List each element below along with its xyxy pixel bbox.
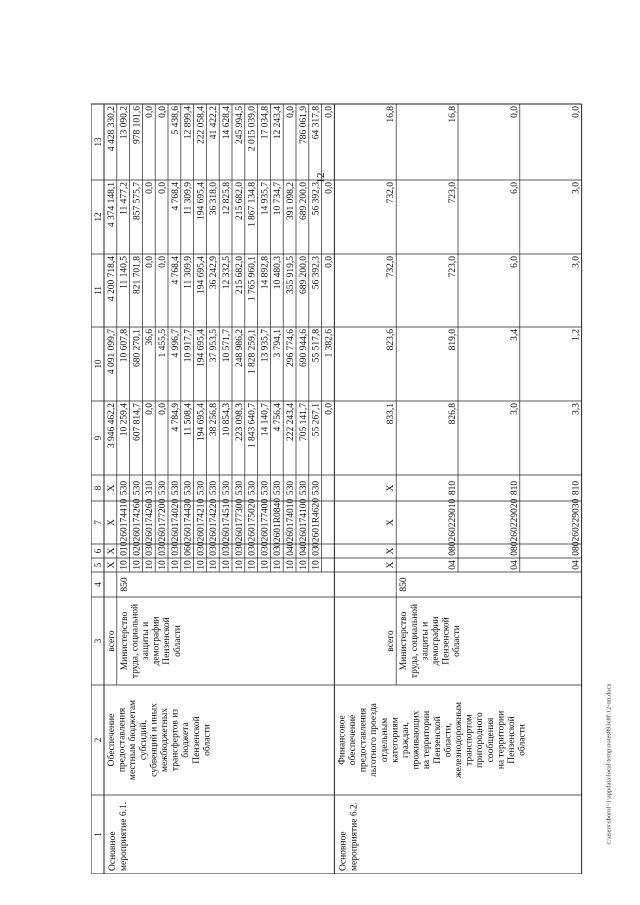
cell-b1-r10-c11: 12 332,5 [222,256,232,290]
cell-b1-r13-c5: 10 [260,560,271,570]
cell-b1-r3-c9: 607 814,7 [132,403,143,441]
activity-description: сообщения [485,717,496,763]
cell-b1-r7-c9: 11 508,4 [183,403,194,436]
cell-b1-r1-c12: 4 374 148,1 [106,182,117,228]
cell-b1-r1-c9: 3 946 462,2 [106,403,117,449]
cell-b2-r2-c5: 04 [448,560,458,570]
cell-b1-r17-c7: 02601R4620 [311,497,322,548]
cell-b1-r12-c11: 1 765 960,1 [247,256,258,302]
cell-b1-r15-c8: 530 [286,480,296,496]
cell-b1-r8-c7: 0260174210 [196,498,207,547]
ministry-label: Пензенской [162,617,173,665]
cell-b1-r5-c9: 0,0 [158,403,168,415]
cell-b1-r16-c10: 690 944,6 [298,329,309,367]
cell-b1-r12-c10: 1 828 259,1 [247,329,258,375]
cell-b1-r2-c10: 10 607,8 [119,329,130,363]
activity-label: мероприятие 6.1. [119,801,129,871]
cell-b1-r11-c13: 245 994,5 [234,106,245,144]
cell-b1-r15-c9: 222 243,4 [286,403,296,441]
cell-b2-r3-c5: 04 [509,560,520,570]
cell-b1-r13-c12: 14 935,7 [260,182,271,216]
activity-label: Основное [338,831,349,871]
cell-b1-r4-c13: 0,0 [145,106,156,118]
cell-b1-r11-c11: 215 682,0 [234,256,245,294]
cell-b1-r6-c7: 0260174020 [170,498,181,547]
cell-b1-r11-c9: 223 098,3 [234,403,245,441]
cell-b2-r4-c6: 08 [571,546,582,556]
cell-b1-r13-c13: 17 034,8 [260,106,271,140]
cell-b1-r16-c8: 530 [298,480,309,496]
cell-b1-r9-c11: 36 242,9 [209,256,220,290]
cell-b1-r6-c13: 5 438,6 [170,106,181,135]
cell-b1-r2-c9: 10 259,4 [119,403,130,437]
cell-b1-r4-c9: 0,0 [145,403,156,415]
cell-b1-r1-c6: X [106,547,117,555]
cell-b1-r14-c6: 03 [273,546,284,556]
cell-b1-r6-c6: 03 [170,546,181,556]
cell-b1-r6-c5: 10 [170,560,181,570]
header-cell-13: 13 [93,137,103,147]
cell-b1-r8-c12: 194 695,4 [196,182,207,220]
cell-b2-r1-c6: X [386,547,397,555]
cell-b1-r10-c12: 12 825,8 [222,182,232,216]
cell-b2-r1-c12: 732,0 [386,182,397,204]
cell-b1-r11-c12: 215 682,0 [234,182,245,220]
cell-b2-r1-c13: 16,8 [386,106,397,123]
activity-description: льготного проезда [369,703,380,777]
cell-b1-r15-c12: 391 098,2 [286,182,296,220]
header-cell-10: 10 [93,359,103,369]
cell-b1-r16-c6: 04 [298,546,309,556]
cell-b1-r7-c10: 10 917,7 [183,329,194,363]
cell-b1-r5-c6: 03 [158,546,168,556]
cell-b1-r10-c9: 10 854,3 [222,403,232,437]
cell-b1-r1-c8: X [106,484,117,492]
activity-description: предоставления [358,707,369,773]
activity-description: Пензенской [191,716,202,764]
cell-b2-r1-c7: X [386,519,397,526]
cell-b1-r5-c10: 1 455,5 [158,329,168,358]
cell-b1-r3-c6: 02 [132,546,143,556]
cell-b2-r4-c9: 3,3 [571,403,582,415]
cell-b2-r2-c9: 826,8 [448,403,458,425]
cell-b1-r1-c11: 4 200 718,4 [106,256,117,302]
cell-b1-r12-c7: 0260175020 [247,498,258,547]
activity-description: бюджета [181,722,192,758]
activity-description: отдельным [379,717,390,763]
cell-b1-r17-c12: 56 392,3 [311,182,322,216]
activity-description: области [517,724,528,756]
cell-b1-r9-c6: 03 [209,546,220,556]
cell-b1-r1-c10: 4 091 099,7 [106,329,117,375]
cell-b2-r1-c8: X [386,484,397,492]
cell-b1-r3-c13: 978 101,6 [132,106,143,144]
cell-b1-r3-c7: 0260174260 [132,498,143,547]
cell-b1-r16-c7: 0260174100 [298,498,309,547]
cell-b1-r3-c12: 857 575,7 [132,182,143,220]
cell-b1-r15-c11: 355 919,5 [286,256,296,294]
cell-b1-r2-c7: 0260174410 [119,498,130,547]
header-cell-8: 8 [93,485,103,491]
cell-b1-r15-c7: 0260174010 [286,498,296,547]
cell-b1-r4-c12: 0,0 [145,182,156,194]
cell-b2-r4-c11: 3,0 [571,256,582,268]
cell-b1-r9-c12: 36 318,0 [209,182,220,216]
cell-b1-r17-c10: 55 517,8 [311,329,322,363]
cell-b1-r6-c11: 4 768,4 [170,256,181,285]
cell-b1-r9-c7: 0260174220 [209,498,220,547]
cell-b2-r2-c10: 819,0 [448,329,458,351]
header-cell-11: 11 [93,286,103,295]
ministry-label: труда, социальной [409,603,420,679]
cell-b1-r8-c6: 03 [196,546,207,556]
cell-b1-r18-c9: 0,0 [324,403,335,415]
cell-b1-r17-c8: 530 [311,480,322,496]
cell-b1-r8-c5: 10 [196,560,207,570]
cell-b1-r8-c8: 530 [196,480,207,496]
cell-b1-r9-c13: 41 422,2 [209,106,220,140]
cell-b1-r3-c8: 530 [132,480,143,496]
ministry-label: Министерство [399,611,410,671]
activity-description: предоставления [117,707,128,773]
cell-b2-r1-c9: 833,1 [386,403,397,425]
cell-b1-r5-c8: 530 [158,480,168,496]
cell-b1-r9-c10: 37 953,5 [209,329,220,363]
activity-description: Пензенской [432,716,443,764]
cell-b1-r6-c10: 4 996,7 [170,329,181,358]
cell-b1-r13-c7: 0260177400 [260,498,271,547]
cell-b1-r5-c11: 0,0 [158,256,168,268]
cell-b1-r2-c13: 13 090,2 [119,106,130,140]
activity-description: Финансовое [337,715,348,765]
ministry-label: демографии [151,616,162,666]
activity-description: Пензенской [507,716,517,764]
cell-b1-r16-c12: 689 200,0 [298,182,309,220]
cell-b1-r17-c5: 10 [311,560,322,570]
cell-b1-r7-c7: 0260174430 [183,498,194,547]
cell-b1-r12-c9: 1 843 640,7 [247,403,258,449]
cell-b1-r4-c8: 310 [145,480,156,496]
cell-b1-r12-c6: 03 [247,546,258,556]
cell-b1-r14-c11: 10 480,3 [273,256,284,290]
cell-b1-r12-c12: 1 867 134,8 [247,182,258,228]
header-cell-5: 5 [93,562,103,568]
ministry-code: 850 [399,577,410,592]
cell-b1-r9-c9: 38 256,8 [209,403,220,437]
cell-b1-r11-c5: 10 [234,560,245,570]
cell-b1-r11-c8: 530 [234,480,245,496]
cell-b1-r16-c5: 10 [298,560,309,570]
cell-b2-r3-c6: 08 [509,546,520,556]
cell-b1-r15-c6: 04 [286,546,296,556]
cell-b1-r12-c5: 10 [247,560,258,570]
cell-b1-r18-c11: 0,0 [324,256,335,268]
cell-b1-r18-c12: 0,0 [324,182,335,194]
cell-b1-r17-c11: 56 392,3 [311,256,322,290]
cell-b2-r3-c11: 6,0 [509,256,520,268]
cell-b2-r3-c9: 3,0 [509,403,520,415]
activity-description: на территории [496,710,507,770]
total-label: всего [386,630,397,652]
cell-b1-r6-c9: 4 784,9 [170,403,181,432]
cell-b1-r7-c13: 12 899,4 [183,106,194,140]
cell-b2-r2-c7: 0260229010 [448,498,458,547]
header-cell-4: 4 [93,582,103,587]
activity-description: проживающих [411,710,422,770]
cell-b2-r4-c12: 3,0 [571,182,582,194]
cell-b1-r9-c5: 10 [209,560,220,570]
cell-b1-r8-c9: 194 695,4 [196,403,207,441]
cell-b1-r4-c5: 10 [145,560,156,570]
cell-b1-r14-c8: 530 [273,480,284,496]
budget-table-sheet [91,16,599,874]
footer-file-path: c:\users\sborol~1\appdata\local\temp\notes893c8f\12-пп.docx [605,683,613,845]
activity-description: области [202,724,213,756]
activity-description: пригородного [475,712,486,768]
cell-b1-r7-c8: 530 [183,480,194,496]
cell-b2-r3-c8: 810 [509,480,520,496]
ministry-label: демографии [431,616,441,666]
ministry-label: труда, социальной [130,603,141,679]
activity-description: граждан, [401,722,411,758]
cell-b1-r5-c12: 0,0 [158,182,168,194]
ministry-label: Пензенской [441,617,452,665]
cell-b2-r4-c7: 0260229030 [571,498,582,547]
cell-b1-r5-c13: 0,0 [158,106,168,118]
cell-b2-r3-c10: 3,4 [509,329,520,341]
header-cell-7: 7 [93,520,103,525]
cell-b1-r4-c11: 0,0 [145,256,156,268]
cell-b1-r1-c7: X [106,519,117,526]
cell-b1-r14-c12: 10 734,7 [273,182,284,216]
activity-description: Обеспечение [107,713,117,767]
header-cell-1: 1 [93,832,103,837]
cell-b1-r11-c6: 03 [234,546,245,556]
activity-description: трансфертов из [170,708,181,772]
cell-b1-r15-c10: 296 774,6 [286,329,296,367]
cell-b1-r17-c13: 64 317,8 [311,106,322,140]
header-cell-6: 6 [93,548,103,554]
cell-b2-r1-c11: 732,0 [386,256,397,278]
cell-b1-r7-c5: 10 [183,560,194,570]
activity-description: субсидий, [138,719,149,761]
cell-b1-r14-c13: 12 243,4 [273,106,284,140]
cell-b2-r2-c13: 16,8 [448,106,458,123]
cell-b1-r5-c5: 10 [158,560,168,570]
cell-b1-r8-c10: 194 695,4 [196,329,207,367]
ministry-code: 850 [119,577,130,592]
cell-b1-r11-c7: 0260177300 [234,498,245,547]
cell-b2-r3-c13: 0,0 [509,106,520,118]
cell-b1-r6-c12: 4 768,4 [170,182,181,211]
cell-b1-r2-c8: 530 [119,480,130,496]
cell-b2-r2-c12: 723,0 [448,182,458,204]
activity-description: транспортом [464,714,475,766]
header-cell-9: 9 [93,435,103,441]
cell-b1-r15-c13: 0,0 [286,106,296,118]
ministry-label: защиты и [141,621,151,661]
cell-b1-r4-c6: 03 [145,546,156,556]
cell-b1-r7-c6: 06 [183,546,194,556]
cell-b1-r2-c11: 11 140,5 [119,256,130,289]
cell-b1-r3-c5: 10 [132,560,143,570]
cell-b2-r1-c5: X [386,561,397,569]
total-label: всего [106,630,117,652]
cell-b2-r3-c7: 0260229020 [509,498,520,547]
cell-b1-r13-c9: 14 140,7 [260,403,271,437]
cell-b1-r15-c5: 10 [286,560,296,570]
cell-b1-r5-c7: 0260177200 [158,498,168,547]
cell-b2-r1-c10: 823,6 [386,329,397,351]
cell-b1-r3-c11: 821 701,8 [132,256,143,294]
cell-b1-r10-c8: 530 [222,480,232,496]
cell-b1-r1-c13: 4 428 330,2 [106,106,117,152]
cell-b2-r4-c8: 810 [571,480,582,496]
activity-description: местным бюджетам [128,699,139,781]
header-cell-2: 2 [93,737,103,743]
activity-description: на территории [422,710,433,770]
cell-b2-r4-c5: 04 [571,560,582,570]
cell-b2-r4-c10: 1,2 [571,329,582,341]
activity-description: обеспечение [348,714,358,766]
cell-b1-r12-c8: 530 [247,480,258,496]
cell-b1-r11-c10: 248 986,2 [234,329,245,367]
activity-description: области, [443,722,454,758]
cell-b1-r1-c5: X [106,561,117,569]
cell-b1-r13-c10: 13 935,7 [260,329,271,363]
cell-b1-r13-c8: 530 [260,480,271,496]
cell-b1-r10-c7: 0260174510 [222,498,232,547]
ministry-label: области [172,625,183,657]
cell-b1-r8-c11: 194 695,4 [196,256,207,294]
cell-b2-r2-c11: 723,0 [448,256,458,278]
cell-b1-r9-c8: 530 [209,480,220,496]
cell-b1-r8-c13: 222 058,4 [196,106,207,144]
activity-description: межбюджетных [160,708,170,772]
cell-b2-r2-c8: 810 [448,480,458,496]
activity-description: категориям [390,717,401,763]
cell-b1-r14-c5: 10 [273,560,284,570]
cell-b1-r16-c13: 786 061,9 [298,106,309,144]
cell-b1-r3-c10: 680 270,1 [132,329,143,367]
page-number-text: 12 [315,172,327,184]
cell-b1-r7-c11: 11 309,9 [183,256,194,289]
cell-b1-r12-c13: 2 015 039,0 [247,106,258,152]
ministry-label: области [452,625,463,657]
cell-b1-r17-c6: 03 [311,546,322,556]
budget-table [91,16,599,874]
cell-b1-r17-c9: 55 267,1 [311,403,322,437]
activity-label: мероприятие 6.2. [349,801,360,871]
activity-label: Основное [108,831,118,871]
cell-b1-r2-c5: 10 [119,560,130,570]
header-cell-3: 3 [93,638,103,644]
cell-b1-r10-c5: 10 [222,560,232,570]
cell-b1-r18-c13: 0,0 [324,106,335,118]
cell-b1-r14-c10: 3 794,1 [273,329,284,358]
cell-b1-r6-c8: 530 [170,480,181,496]
activity-description: субвенций и иных [149,703,160,777]
cell-b1-r18-c10: 1 382,6 [324,329,335,358]
cell-b2-r4-c13: 0,0 [571,106,582,118]
activity-description: железнодорожным [454,702,464,778]
cell-b1-r10-c13: 14 628,4 [222,106,232,140]
cell-b1-r16-c9: 705 141,7 [298,403,309,441]
cell-b1-r2-c12: 11 477,2 [119,182,130,215]
cell-b1-r13-c11: 14 892,8 [260,256,271,290]
header-cell-12: 12 [93,212,103,222]
cell-b1-r10-c6: 03 [222,546,232,556]
cell-b1-r16-c11: 689 200,0 [298,256,309,294]
cell-b1-r4-c10: 36,6 [145,329,156,346]
cell-b1-r13-c6: 03 [260,546,271,556]
cell-b1-r2-c6: 01 [119,546,130,556]
cell-b2-r2-c6: 08 [448,546,458,556]
cell-b2-r3-c12: 6,0 [509,182,520,194]
cell-b1-r10-c10: 10 571,7 [222,329,232,363]
cell-b1-r7-c12: 11 309,9 [183,182,194,215]
cell-b1-r14-c7: 02601R0840 [273,497,284,548]
ministry-label: Министерство [119,611,130,671]
ministry-label: защиты и [420,621,431,661]
cell-b1-r4-c7: 0260174260 [145,498,156,547]
cell-b1-r14-c9: 4 756,4 [273,403,284,432]
